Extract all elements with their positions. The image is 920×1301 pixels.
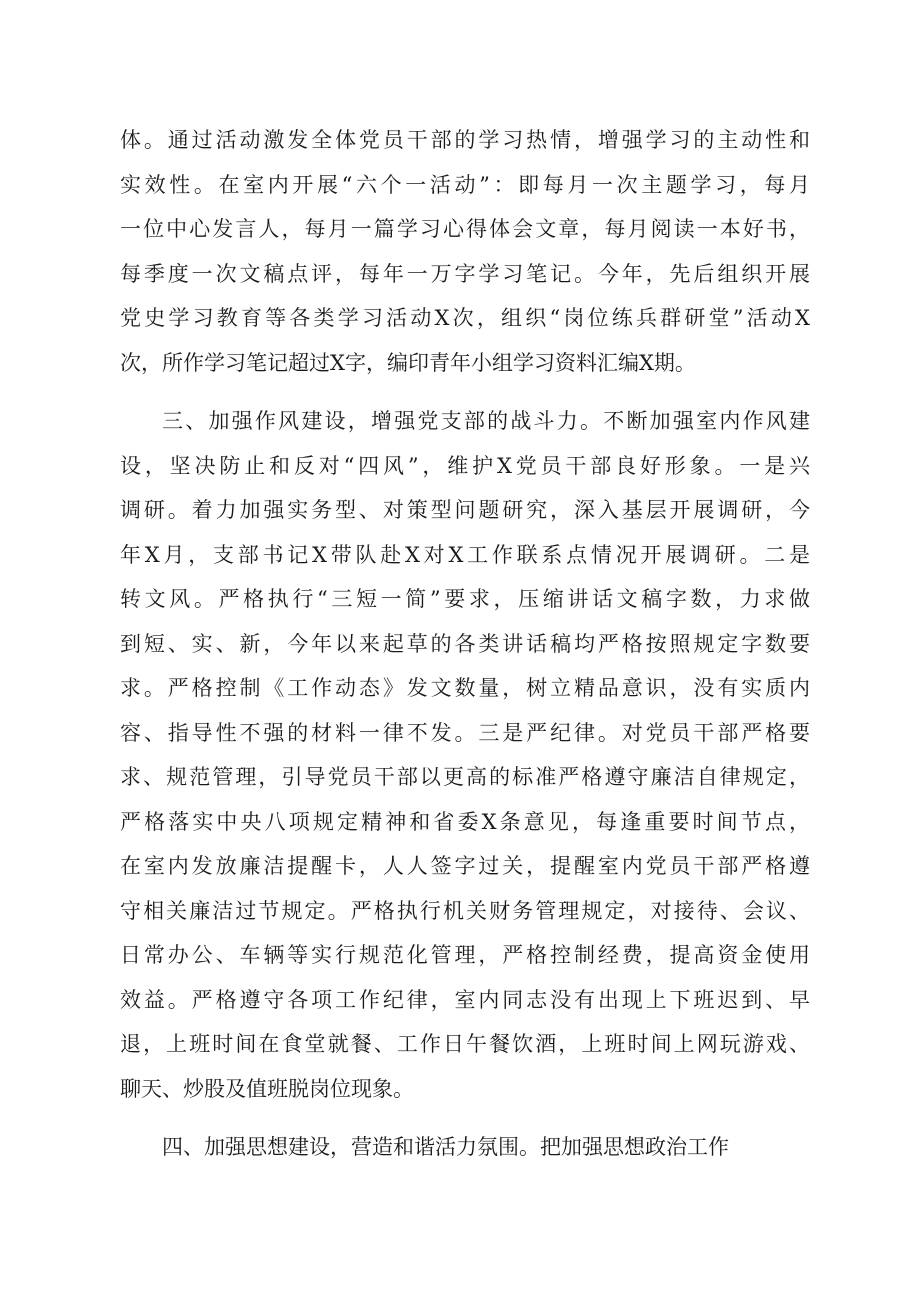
paragraph-section-three bbox=[120, 399, 810, 1111]
text-line: 每季度一次文稿点评，每年一万字学习笔记。今年，先后组织开展 bbox=[120, 261, 810, 286]
text-line: 日常办公、车辆等实行规范化管理，严格控制经费，提高资金使用 bbox=[120, 943, 810, 967]
text-line: 到短、实、新，今年以来起草的各类讲话稿均严格按照规定字数要 bbox=[120, 631, 810, 656]
text-line: 求、规范管理，引导党员干部以更高的标准严格遵守廉洁自律规定， bbox=[120, 765, 810, 789]
text-line: 求。严格控制《工作动态》发文数量，树立精品意识，没有实质内 bbox=[120, 676, 810, 700]
paragraph-section-four bbox=[120, 1125, 810, 1170]
text-line: 效益。严格遵守各项工作纪律，室内同志没有出现上下班迟到、早 bbox=[120, 987, 810, 1012]
text-line: 年X月，支部书记X带队赴X对X工作联系点情况开展调研。二是 bbox=[120, 542, 810, 567]
paragraph-study-activities bbox=[120, 118, 810, 385]
text-line: 一位中心发言人，每月一篇学习心得体会文章，每月阅读一本好书， bbox=[120, 217, 810, 241]
text-line: 体。通过活动激发全体党员干部的学习热情，增强学习的主动性和 bbox=[120, 128, 810, 152]
text-line: 严格落实中央八项规定精神和省委X条意见，每逢重要时间节点， bbox=[120, 809, 810, 834]
text-line: 转文风。严格执行“三短一简”要求，压缩讲话文稿字数，力求做 bbox=[120, 587, 810, 611]
text-line: 退，上班时间在食堂就餐、工作日午餐饮酒，上班时间上网玩游戏、 bbox=[120, 1032, 810, 1056]
text-line: 实效性。在室内开展“六个一活动”：即每月一次主题学习，每月 bbox=[120, 172, 810, 197]
text-line: 聊天、炒股及值班脱岗位现象。 bbox=[120, 1076, 414, 1101]
section-heading-line: 四、加强思想建设，营造和谐活力氛围。把加强思想政治工作 bbox=[162, 1135, 729, 1159]
document-body bbox=[120, 118, 810, 1170]
text-line: 次，所作学习笔记超过X字，编印青年小组学习资料汇编X期。 bbox=[120, 350, 696, 375]
text-line: 设，坚决防止和反对“四风”，维护X党员干部良好形象。一是兴 bbox=[120, 453, 810, 478]
text-line: 守相关廉洁过节规定。严格执行机关财务管理规定，对接待、会议、 bbox=[120, 898, 810, 923]
text-line: 党史学习教育等各类学习活动X次，组织“岗位练兵群研堂”活动X bbox=[120, 306, 810, 330]
section-heading-line: 三、加强作风建设，增强党支部的战斗力。不断加强室内作风建 bbox=[162, 409, 810, 433]
text-line: 在室内发放廉洁提醒卡，人人签字过关，提醒室内党员干部严格遵 bbox=[120, 854, 810, 878]
text-line: 容、指导性不强的材料一律不发。三是严纪律。对党员干部严格要 bbox=[120, 720, 810, 745]
text-line: 调研。着力加强实务型、对策型问题研究，深入基层开展调研，今 bbox=[120, 498, 810, 522]
